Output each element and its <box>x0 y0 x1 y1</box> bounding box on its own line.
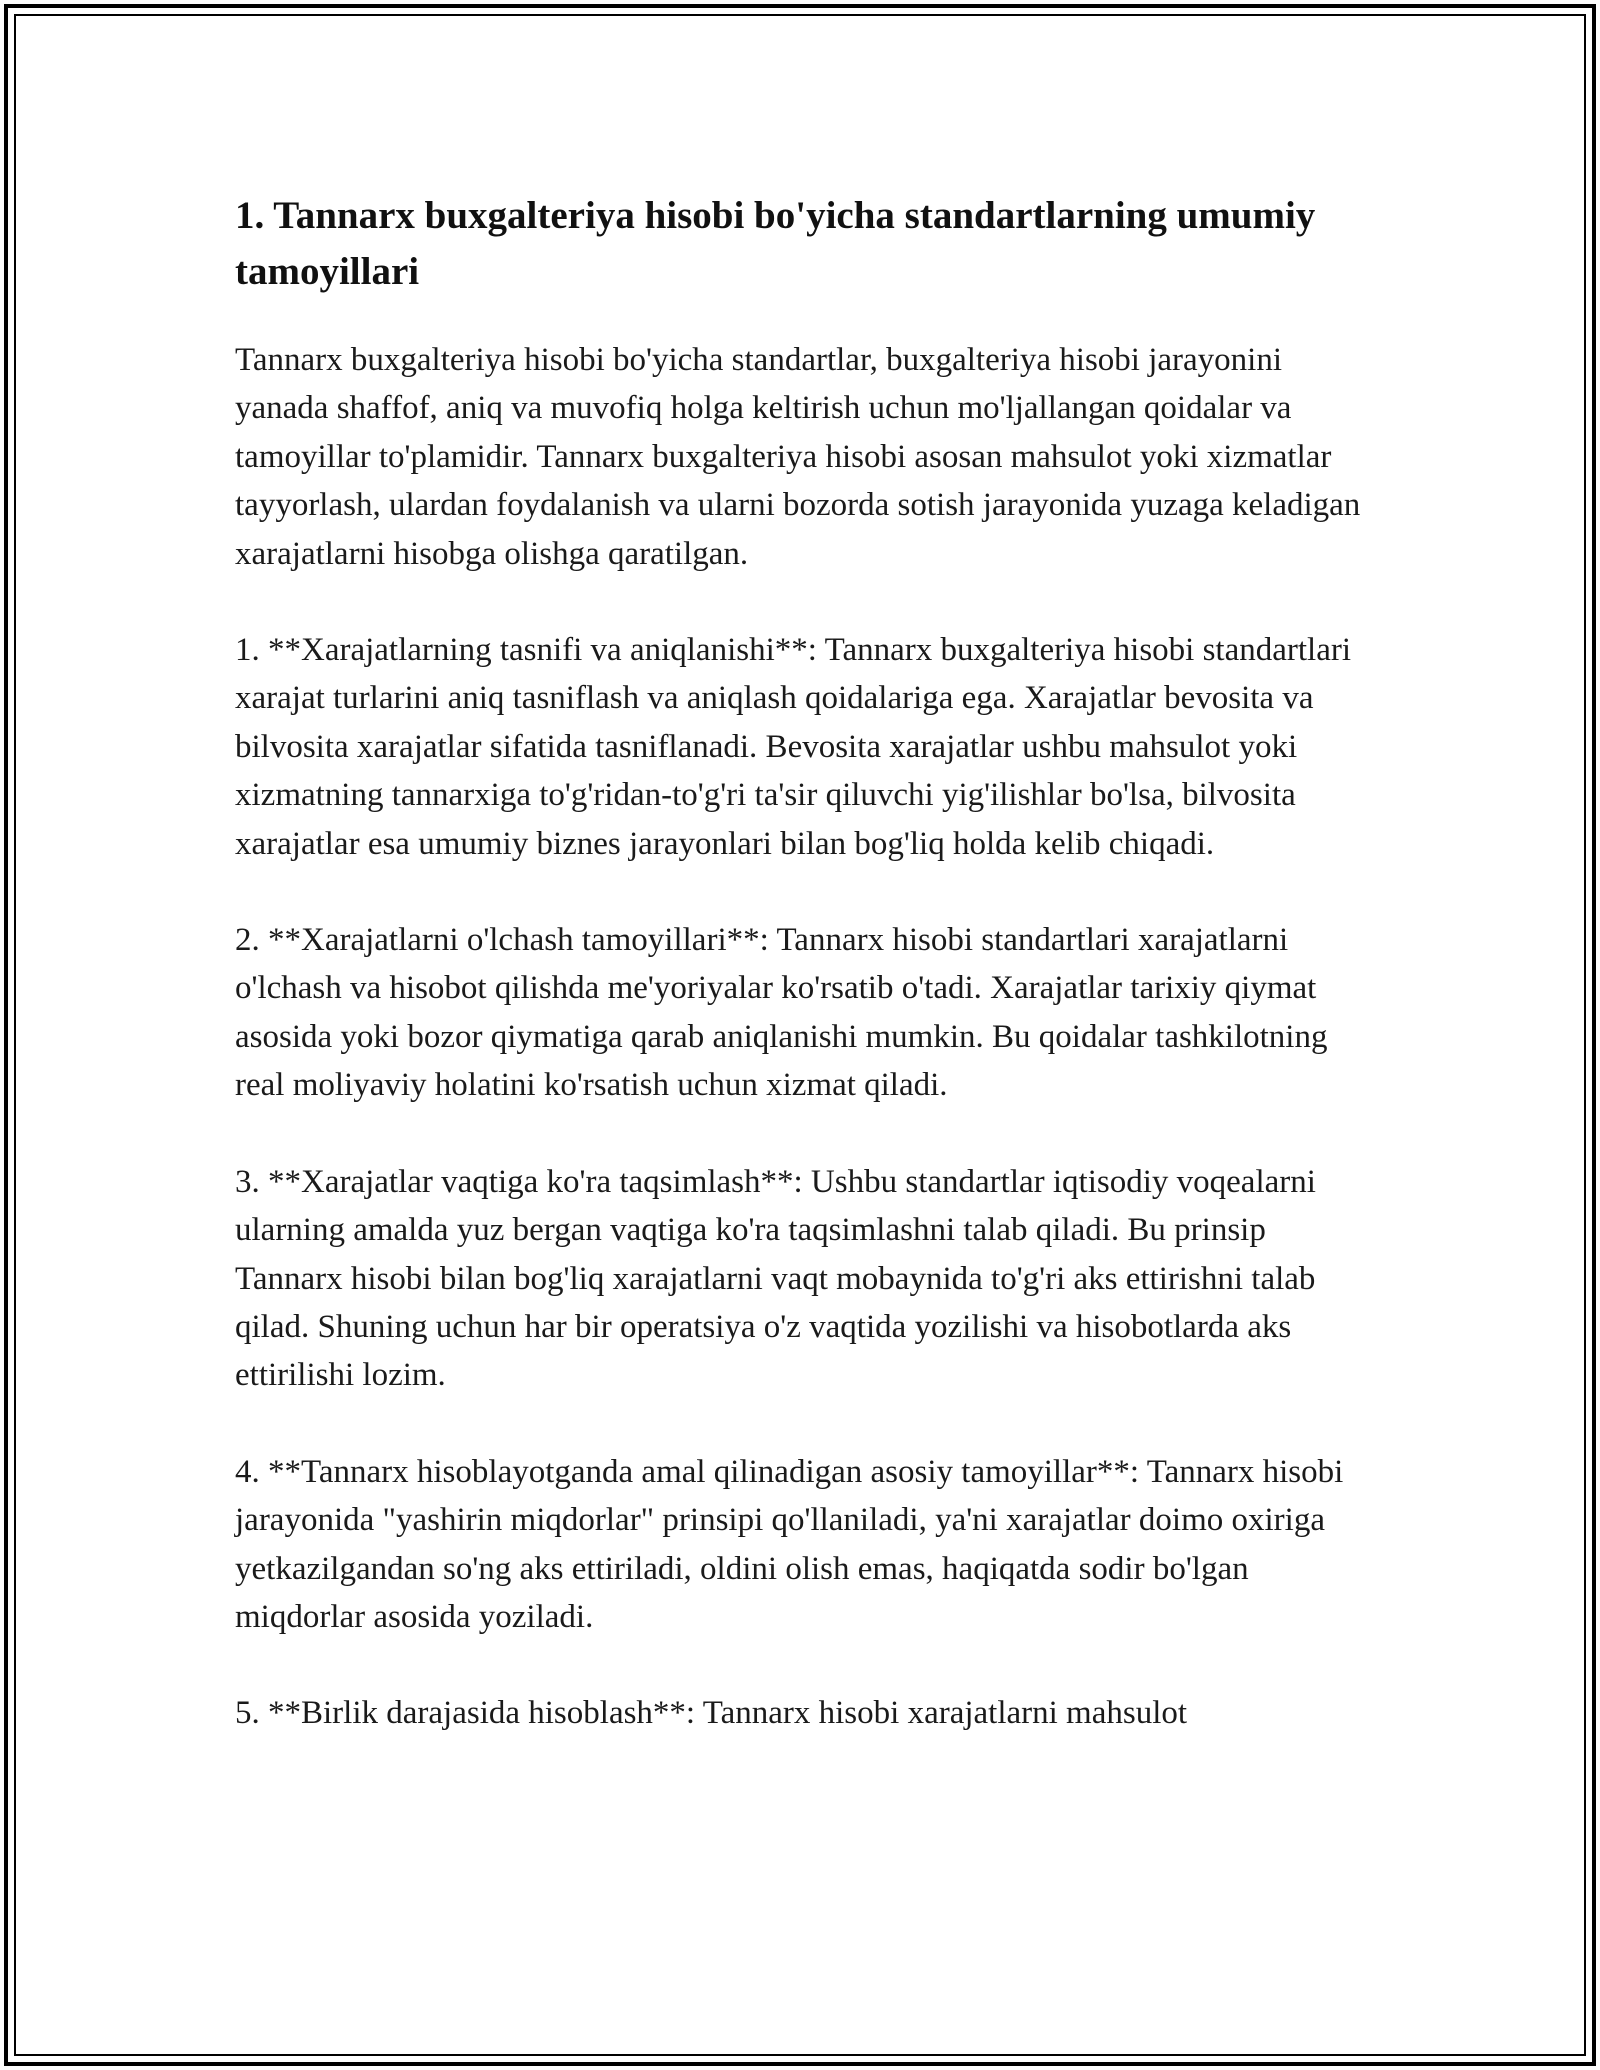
list-item-4: 4. **Tannarx hisoblayotganda amal qilinadigan asosiy tamoyillar**: Tannarx hisobi jarayonida "yashirin miqdorlar" prinsipi qo'llaniladi, ya'ni xarajatlar doimo oxiriga yetkazilgandan so'ng aks ettiriladi, oldini olish emas, haqiqatda sodir bo'lgan miqdorlar asosida yoziladi. <box>235 1453 1344 1635</box>
intro-paragraph: Tannarx buxgalteriya hisobi bo'yicha standartlar, buxgalteriya hisobi jarayonini yanada shaffof, aniq va muvofiq holga keltirish uchun mo'ljallangan qoidalar va tamoyillar to'plamidir. Tannarx buxgalteriya hisobi asosan mahsulot yoki xizmatlar tayyorlash, ulardan foydalanish va ularni bozorda sotish jarayonida yuzaga keladigan xarajatlarni hisobga olishga qaratilgan. <box>235 342 1361 572</box>
list-item-2: 2. **Xarajatlarni o'lchash tamoyillari**: Tannarx hisobi standartlari xarajatlarni o'lchash va hisobot qilishda me'yoriyalar ko'rsatib o'tadi. Xarajatlar tarixiy qiymat asosida yoki bozor qiymatiga qarab aniqlanishi mumkin. Bu qoidalar tashkilotning real moliyaviy holatini ko'rsatish uchun xizmat qiladi. <box>235 922 1328 1104</box>
list-item-1: 1. **Xarajatlarning tasnifi va aniqlanishi**: Tannarx buxgalteriya hisobi standartlari xarajat turlarini aniq tasniflash va aniqlash qoidalariga ega. Xarajatlar bevosita va bilvosita xarajatlar sifatida tasniflanadi. Bevosita xarajatlar ushbu mahsulot yoki xizmatning tannarxiga to'g'ridan-to'g'ri ta'sir qiluvchi yig'ilishlar bo'lsa, bilvosita xarajatlar esa umumiy biznes jarayonlari bilan bog'liq holda kelib chiqadi. <box>235 632 1352 862</box>
document-body <box>235 188 1375 1786</box>
list-item-3: 3. **Xarajatlar vaqtiga ko'ra taqsimlash**: Ushbu standartlar iqtisodiy voqealarni ularning amalda yuz bergan vaqtiga ko'ra taqsimlashni talab qiladi. Bu prinsip Tannarx hisobi bilan bog'liq xarajatlarni vaqt mobaynida to'g'ri aks ettirishni talab qilad. Shuning uchun har bir operatsiya o'z vaqtida yozilishi va hisobotlarda aks ettirilishi lozim. <box>235 1163 1316 1394</box>
section-heading: 1. Tannarx buxgalteriya hisobi bo'yicha standartlarning umumiy tamoyillari <box>235 194 1316 293</box>
list-item-5: 5. **Birlik darajasida hisoblash**: Tannarx hisobi xarajatlarni mahsulot <box>235 1695 1188 1732</box>
